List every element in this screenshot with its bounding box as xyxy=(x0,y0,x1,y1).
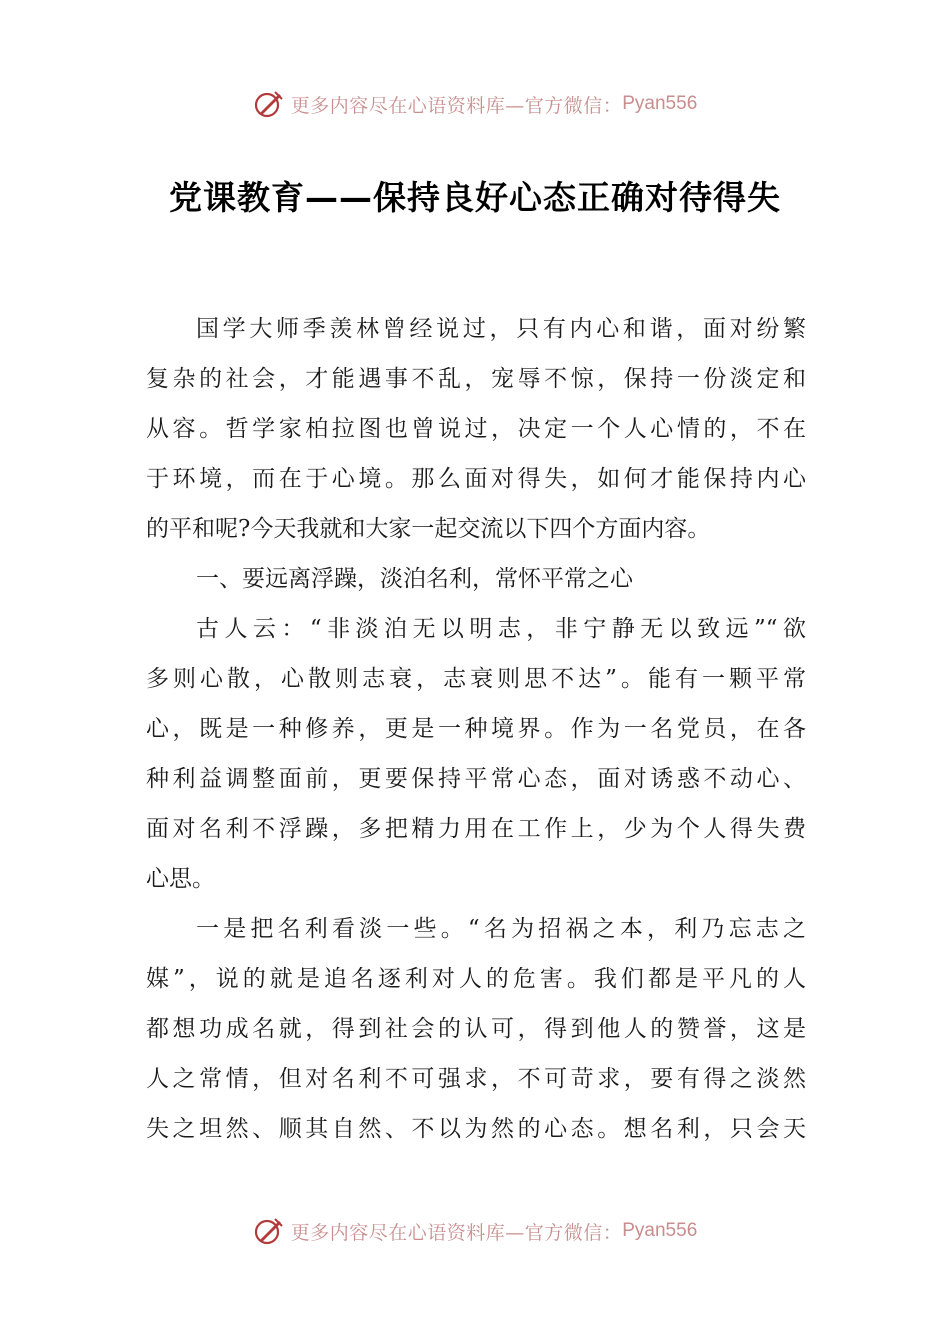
watermark-wechat-id: Pyan556 xyxy=(622,1220,698,1241)
watermark-banner-top xyxy=(0,84,950,124)
watermark-text: 更多内容尽在心语资料库—官方微信： xyxy=(290,94,623,117)
text-line: 人之常情，但对名利不可强求，不可苛求，要有得之淡然 xyxy=(146,1066,806,1092)
text-line: 古人云：“非淡泊无以明志，非宁静无以致远”“欲 xyxy=(196,616,806,642)
text-line: 媒”，说的就是追名逐利对人的危害。我们都是平凡的人 xyxy=(146,966,806,992)
text-line: 国学大师季羡林曾经说过，只有内心和谐，面对纷繁 xyxy=(196,316,806,342)
document-title: 党课教育——保持良好心态正确对待得失 xyxy=(169,178,781,217)
text-line: 复杂的社会，才能遇事不乱，宠辱不惊，保持一份淡定和 xyxy=(146,366,806,392)
quill-pen-icon xyxy=(253,88,285,120)
text-line: 种利益调整面前，更要保持平常心态，面对诱惑不动心、 xyxy=(146,766,806,792)
document-body xyxy=(146,304,806,1154)
text-line: 心，既是一种修养，更是一种境界。作为一名党员，在各 xyxy=(146,716,806,742)
text-line: 一是把名利看淡一些。“名为招祸之本，利乃忘志之 xyxy=(196,916,806,942)
watermark-wechat-id: Pyan556 xyxy=(622,93,698,114)
section-heading: 一、要远离浮躁，淡泊名利，常怀平常之心 xyxy=(196,566,633,592)
text-line: 失之坦然、顺其自然、不以为然的心态。想名利，只会天 xyxy=(146,1116,806,1142)
text-line: 的平和呢?今天我就和大家一起交流以下四个方面内容。 xyxy=(146,516,711,542)
text-line: 于环境，而在于心境。那么面对得失，如何才能保持内心 xyxy=(146,466,806,492)
text-line: 从容。哲学家柏拉图也曾说过，决定一个人心情的，不在 xyxy=(146,416,806,442)
text-line: 多则心散，心散则志衰，志衰则思不达”。能有一颗平常 xyxy=(146,666,806,692)
text-line: 心思。 xyxy=(146,866,215,892)
watermark-text: 更多内容尽在心语资料库—官方微信： xyxy=(290,1221,623,1244)
text-line: 都想功成名就，得到社会的认可，得到他人的赞誉，这是 xyxy=(146,1016,806,1042)
watermark-banner-bottom xyxy=(0,1211,950,1251)
quill-pen-icon xyxy=(253,1215,285,1247)
text-line: 面对名利不浮躁，多把精力用在工作上，少为个人得失费 xyxy=(146,816,806,842)
